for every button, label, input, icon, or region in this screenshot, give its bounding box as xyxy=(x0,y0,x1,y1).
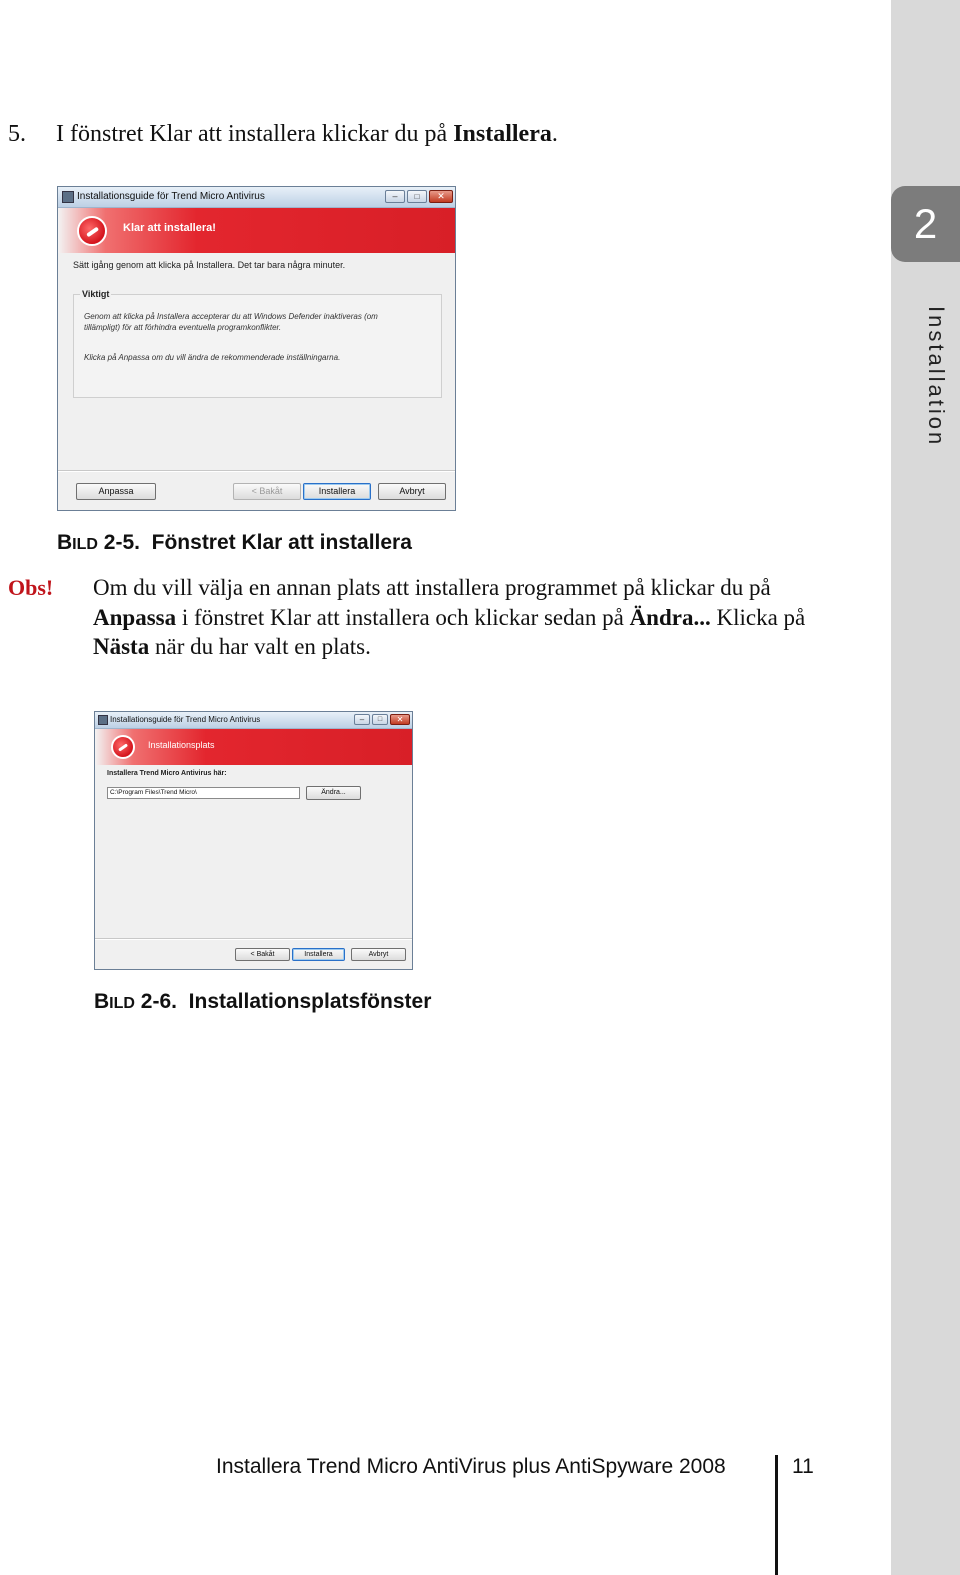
footer-rule xyxy=(775,1455,778,1575)
install-location-window xyxy=(94,711,413,970)
close-icon-2[interactable]: ✕ xyxy=(390,714,410,725)
install-button-2[interactable]: Installera xyxy=(292,948,345,961)
important-line-2: tillämpligt) för att förhindra eventuella programkonflikter. xyxy=(84,323,282,332)
install-path-input[interactable]: C:\Program Files\Trend Micro\ xyxy=(107,787,300,799)
section-label: Installation xyxy=(924,306,949,448)
app-icon xyxy=(62,191,74,203)
step-bold: Installera xyxy=(453,121,552,147)
step-text: I fönstret Klar att installera klickar du på xyxy=(56,121,454,147)
figure-2-caption xyxy=(94,990,431,1014)
caption-2-ild: ILD xyxy=(109,995,135,1012)
banner-title: Klar att installera! xyxy=(123,222,216,234)
chapter-tab xyxy=(891,186,960,262)
location-label: Installera Trend Micro Antivirus här: xyxy=(107,770,227,777)
minimize-icon-2[interactable]: – xyxy=(354,714,370,725)
caption-1-b: B xyxy=(57,531,73,554)
minimize-icon[interactable]: – xyxy=(385,190,405,203)
cancel-button[interactable]: Avbryt xyxy=(378,483,446,500)
back-button-2[interactable]: < Bakåt xyxy=(235,948,290,961)
close-icon[interactable]: ✕ xyxy=(429,190,453,203)
title-bar-2 xyxy=(95,712,412,729)
caption-2-b: B xyxy=(94,990,110,1013)
important-group xyxy=(73,294,442,398)
footer-separator-2 xyxy=(95,938,412,940)
trend-micro-logo-icon-2 xyxy=(111,735,135,759)
caption-1-number: 2-5. xyxy=(103,531,140,554)
back-button[interactable]: < Bakåt xyxy=(233,483,301,500)
banner-title-2: Installationsplats xyxy=(148,740,215,750)
maximize-icon[interactable]: □ xyxy=(407,190,427,203)
step-end: . xyxy=(551,121,558,147)
note-b3: Nästa xyxy=(93,634,150,659)
important-title: Viktigt xyxy=(82,289,110,299)
note-t4: när du har valt en plats. xyxy=(149,634,371,659)
page-number: 11 xyxy=(792,1455,814,1478)
caption-1-ild: ILD xyxy=(72,536,98,553)
note-text xyxy=(93,573,813,662)
caption-2-title: Installationsplatsfönster xyxy=(188,990,432,1013)
note-t3: Klicka på xyxy=(710,604,806,630)
header-banner-2 xyxy=(95,729,412,765)
ready-to-install-window xyxy=(57,186,456,511)
trend-micro-logo-icon xyxy=(77,216,107,246)
footer-title: Installera Trend Micro AntiVirus plus AntiSpyware 2008 xyxy=(216,1455,726,1478)
note-label: Obs! xyxy=(8,575,54,600)
window-title: Installationsguide för Trend Micro Antivirus xyxy=(77,191,265,202)
app-icon-2 xyxy=(98,715,108,725)
customize-button[interactable]: Anpassa xyxy=(76,483,156,500)
important-line-1: Genom att klicka på Installera accepterar du att Windows Defender inaktiveras (om xyxy=(84,312,378,321)
footer-separator xyxy=(58,470,455,472)
caption-1-title: Fönstret Klar att installera xyxy=(151,531,412,554)
note-b2: Ändra... xyxy=(629,604,711,630)
step-number: 5. xyxy=(8,121,26,147)
intro-text: Sätt igång genom att klicka på Installera. Det tar bara några minuter. xyxy=(73,260,346,270)
maximize-icon-2[interactable]: □ xyxy=(372,714,388,725)
note-t2: i fönstret Klar att installera och klickar sedan på xyxy=(176,604,630,630)
chapter-number: 2 xyxy=(913,200,938,247)
note-b1: Anpassa xyxy=(93,604,177,630)
header-banner xyxy=(58,208,455,253)
caption-2-number: 2-6. xyxy=(140,990,177,1013)
note-t1: Om du vill välja en annan plats att installera programmet på klickar du på xyxy=(93,575,771,600)
change-button[interactable]: Ändra... xyxy=(306,786,361,800)
cancel-button-2[interactable]: Avbryt xyxy=(351,948,406,961)
title-bar xyxy=(58,187,455,208)
window-title-2: Installationsguide för Trend Micro Antivirus xyxy=(110,715,261,724)
figure-1-caption xyxy=(57,531,412,555)
step-5 xyxy=(8,118,558,150)
install-button[interactable]: Installera xyxy=(303,483,371,500)
important-line-3: Klicka på Anpassa om du vill ändra de rekommenderade inställningarna. xyxy=(84,353,341,362)
